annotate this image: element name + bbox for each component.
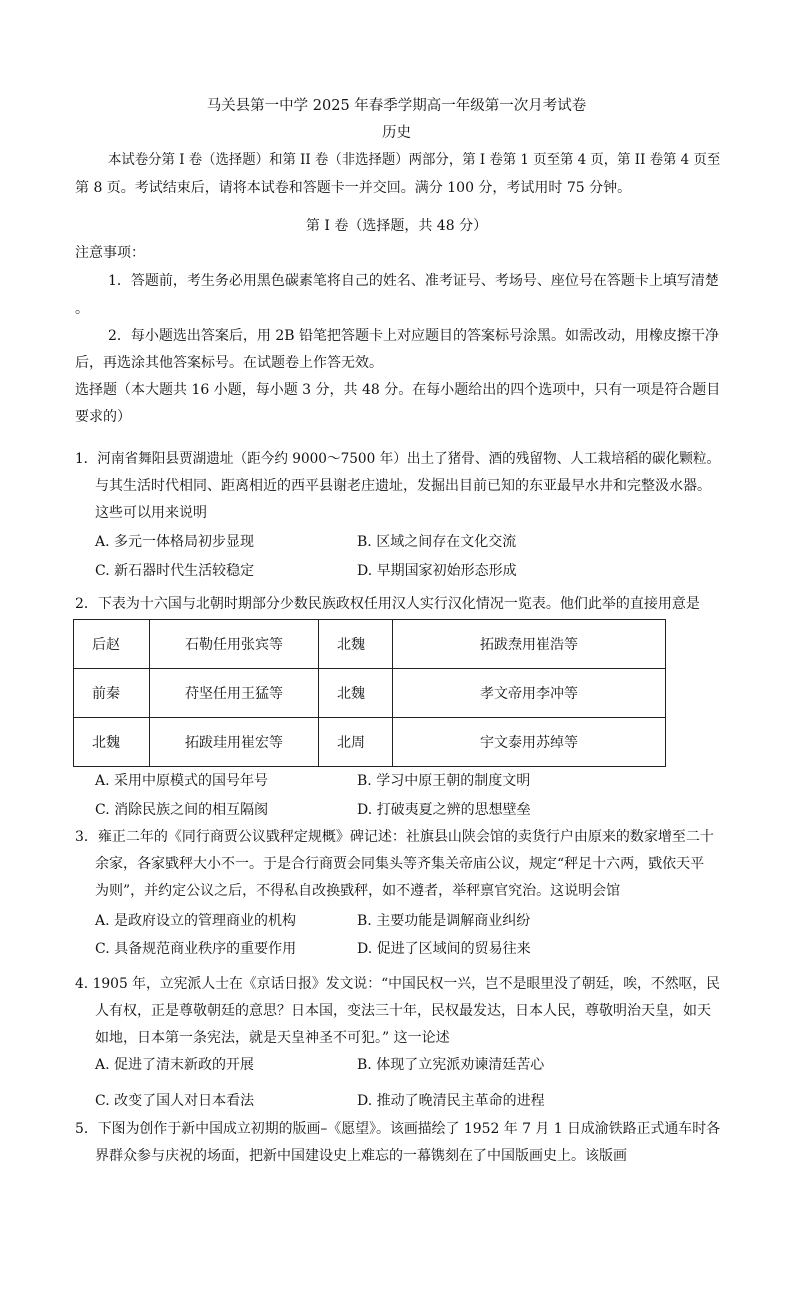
q3-stem-line-3: 为则”，并约定公议之后，不得私自改换戥秤，如不遵者，举秤禀官究治。这说明会馆 — [95, 883, 621, 899]
table-row — [74, 620, 666, 669]
table-cell: 拓跋珪用崔宏等 — [150, 718, 319, 767]
q4-option-a: A. 促进了清末新政的开展 — [95, 1057, 255, 1073]
instructions-line-1: 选择题（本大题共 16 小题，每小题 3 分，共 48 分。在每小题给出的四个选项中，只有一项是符合题目 — [75, 382, 721, 398]
note-2-line-2: 后，再选涂其他答案标号。在试题卷上作答无效。 — [75, 355, 383, 371]
q1-stem-line-3: 这些可以用来说明 — [95, 505, 207, 521]
q1-option-c: C. 新石器时代生活较稳定 — [95, 563, 255, 579]
intro-line-2: 第 8 页。考试结束后，请将本试卷和答题卡一并交回。满分 100 分，考试用时 75 分钟。 — [75, 180, 632, 196]
note-2-line-1: 2．每小题选出答案后，用 2B 铅笔把答题卡上对应题目的答案标号涂黑。如需改动，用橡皮擦干净 — [108, 328, 720, 344]
table-cell: 苻坚任用王猛等 — [150, 669, 319, 718]
q2-option-b: B. 学习中原王朝的制度文明 — [357, 773, 531, 789]
table-cell: 北周 — [319, 718, 393, 767]
q1-stem-line-2: 与其生活时代相同、距离相近的西平县谢老庄遗址，发掘出目前已知的东亚最早水井和完整汲水器。 — [95, 478, 711, 494]
q4-option-d: D. 推动了晚清民主革命的进程 — [357, 1093, 545, 1109]
q3-stem-line-1: 3．雍正二年的《同行商贾公议戥秤定规概》碑记述：社旗县山陕会馆的卖货行户由原来的数家增至二十 — [75, 829, 714, 845]
table-row — [74, 718, 666, 767]
table-cell: 北魏 — [319, 669, 393, 718]
section-title: 第 I 卷（选择题，共 48 分） — [305, 218, 488, 234]
q3-option-d: D. 促进了区域间的贸易往来 — [357, 941, 531, 957]
note-1-line-2: 。 — [75, 301, 89, 317]
q2-stem-line-1: 2．下表为十六国与北朝时期部分少数民族政权任用汉人实行汉化情况一览表。他们此举的直接用意是 — [75, 596, 700, 612]
q3-stem-line-2: 余家，各家戥秤大小不一。于是合行商贾会同集头等齐集关帝庙公议，规定“秤足十六两，戥依天平 — [95, 856, 705, 872]
q4-stem-line-3: 如地，日本第一条宪法，就是天皇神圣不可犯。” 这一论述 — [95, 1030, 450, 1046]
q1-option-a: A. 多元一体格局初步显现 — [95, 534, 255, 550]
exam-title: 马关县第一中学 2025 年春季学期高一年级第一次月考试卷 — [206, 98, 587, 114]
q3-option-a: A. 是政府设立的管理商业的机构 — [95, 913, 297, 929]
table-cell: 北魏 — [74, 718, 150, 767]
table-cell: 孝文帝用李冲等 — [393, 669, 666, 718]
q1-stem-line-1: 1．河南省舞阳县贾湖遗址（距今约 9000～7500 年）出土了猪骨、酒的残留物、人工栽培稻的碳化颗粒。 — [75, 451, 721, 467]
q2-option-d: D. 打破夷夏之辨的思想壁垒 — [357, 802, 531, 818]
table-cell: 拓跋焘用崔浩等 — [393, 620, 666, 669]
q5-stem-line-2: 界群众参与庆祝的场面，把新中国建设史上难忘的一幕镌刻在了中国版画史上。该版画 — [95, 1148, 627, 1164]
q1-option-d: D. 早期国家初始形态形成 — [357, 563, 517, 579]
table-cell: 石勒任用张宾等 — [150, 620, 319, 669]
table-cell: 后赵 — [74, 620, 150, 669]
q2-option-c: C. 消除民族之间的相互隔阂 — [95, 802, 269, 818]
q4-stem-line-1: 4. 1905 年，立宪派人士在《京话日报》发文说：“中国民权一兴，岂不是眼里没了朝廷，唉，不然呕，民 — [75, 976, 721, 992]
q4-stem-line-2: 人有权，正是尊敬朝廷的意思？日本国，变法三十年，民权最发达，日本人民，尊敬明治天皇，如天 — [95, 1003, 711, 1019]
q2-option-a: A. 采用中原模式的国号年号 — [95, 773, 269, 789]
q2-table — [73, 619, 666, 767]
q4-option-c: C. 改变了国人对日本看法 — [95, 1093, 255, 1109]
intro-line-1: 本试卷分第 I 卷（选择题）和第 II 卷（非选择题）两部分，第 I 卷第 1 页至第 4 页，第 II 卷第 4 页至 — [108, 152, 721, 168]
instructions-line-2: 要求的） — [75, 409, 131, 425]
subject-title: 历史 — [382, 125, 411, 141]
table-cell: 北魏 — [319, 620, 393, 669]
q1-option-b: B. 区域之间存在文化交流 — [357, 534, 517, 550]
q4-option-b: B. 体现了立宪派劝谏清廷苦心 — [357, 1057, 545, 1073]
q3-option-b: B. 主要功能是调解商业纠纷 — [357, 913, 531, 929]
q5-stem-line-1: 5．下图为创作于新中国成立初期的版画–《愿望》。该画描绘了 1952 年 7 月 1 日成渝铁路正式通车时各 — [75, 1121, 721, 1137]
table-cell: 前秦 — [74, 669, 150, 718]
notes-heading: 注意事项： — [75, 245, 145, 261]
table-row — [74, 669, 666, 718]
note-1-line-1: 1．答题前，考生务必用黑色碳素笔将自己的姓名、准考证号、考场号、座位号在答题卡上填写清楚 — [108, 273, 719, 289]
table-cell: 宇文泰用苏绰等 — [393, 718, 666, 767]
q3-option-c: C. 具备规范商业秩序的重要作用 — [95, 941, 297, 957]
